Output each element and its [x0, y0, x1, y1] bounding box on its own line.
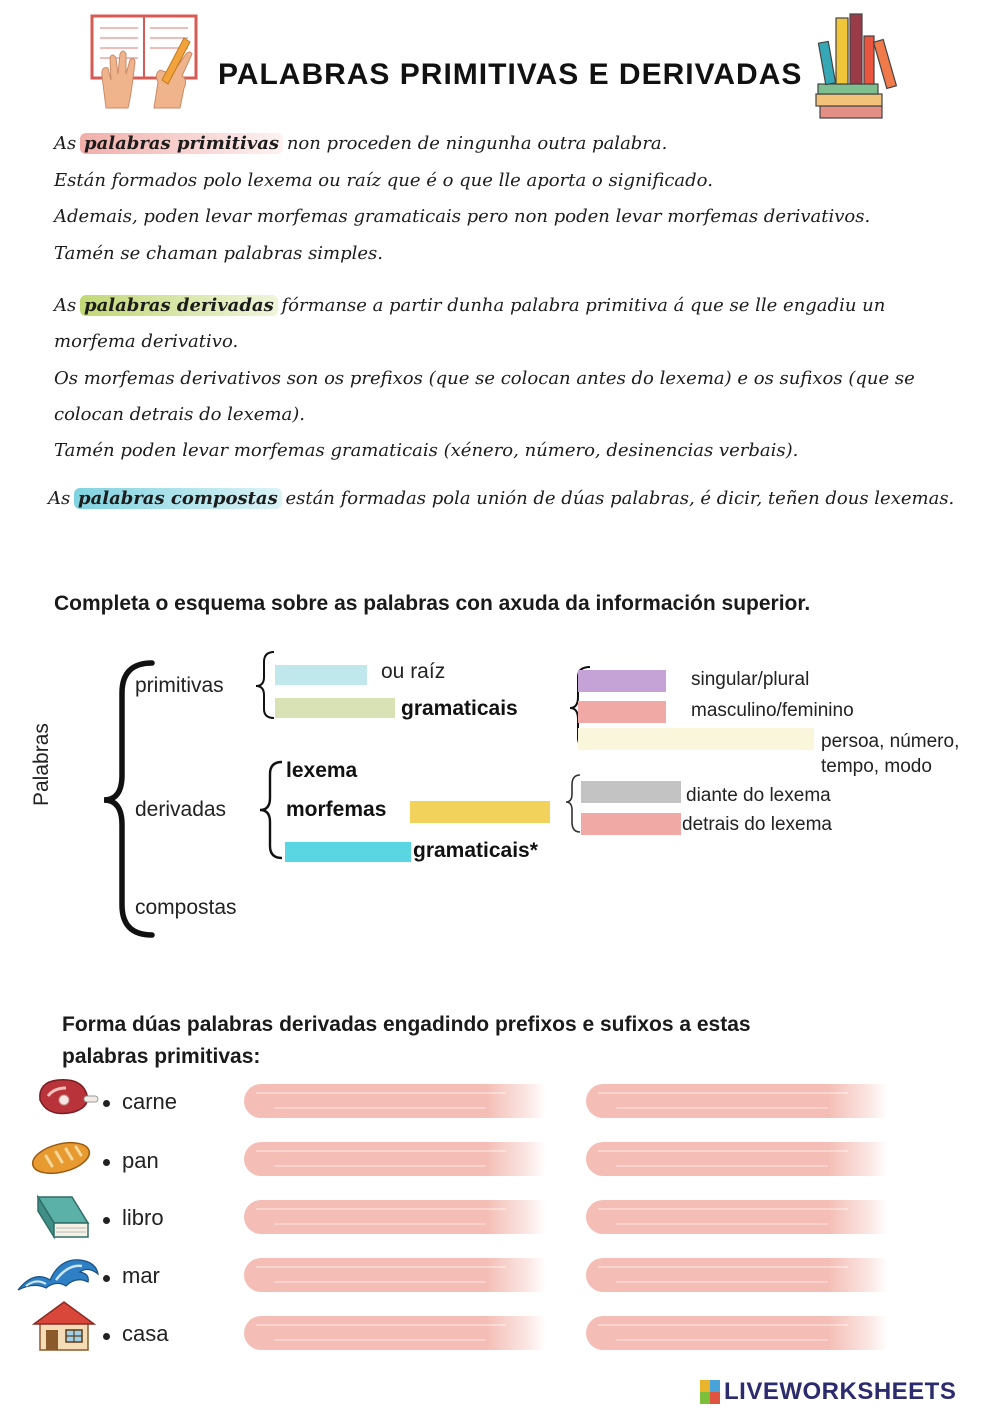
answer-casa-1[interactable]: [244, 1316, 546, 1350]
blank-root[interactable]: [275, 665, 367, 685]
derived-grammatical-label: gramaticais*: [413, 839, 538, 862]
answer-libro-2[interactable]: [586, 1200, 888, 1234]
bullet: [103, 1159, 110, 1166]
grammatical-label: gramaticais: [401, 697, 518, 720]
definition-prefix: As: [54, 133, 77, 154]
answer-carne-2[interactable]: [586, 1084, 888, 1118]
blank-number[interactable]: [578, 670, 666, 692]
term-compound: palabras compostas: [74, 488, 282, 509]
word-casa: casa: [122, 1321, 169, 1346]
derived-line-4: Tamén poden levar morfemas gramaticais (xénero, número, desinencias verbais).: [54, 440, 799, 461]
exercise-instruction-1: Forma dúas palabras derivadas engadindo prefixos e sufixos a estas: [62, 1013, 751, 1036]
answer-mar-1[interactable]: [244, 1258, 546, 1292]
definition-text: están formadas pola unión de dúas palabras, é dicir, teñen dous lexemas.: [285, 488, 955, 509]
blank-suffix[interactable]: [581, 813, 681, 835]
primitive-brace: [256, 652, 274, 718]
verbal-values-2: tempo, modo: [821, 756, 932, 777]
blank-grammatical-morphemes[interactable]: [275, 698, 395, 718]
word-carne: carne: [122, 1089, 178, 1114]
logo-badge: [700, 1380, 720, 1404]
term-primitive: palabras primitivas: [80, 133, 283, 154]
house-icon: [32, 1300, 96, 1357]
derived-line-1: morfema derivativo.: [54, 331, 239, 352]
exercise-instruction-2: palabras primitivas:: [62, 1045, 261, 1068]
bullet: [103, 1333, 110, 1340]
word-libro: libro: [122, 1205, 164, 1230]
answer-pan-1[interactable]: [244, 1142, 546, 1176]
blank-prefix[interactable]: [581, 781, 681, 803]
logo-badge-letter: [700, 1392, 710, 1404]
book-icon: [32, 1193, 92, 1246]
primitive-line-2: Ademais, poden levar morfemas gramaticais pero non poden levar morfemas derivativos.: [54, 206, 871, 227]
branch-compound: compostas: [135, 896, 237, 919]
logo-badge-letter: [710, 1380, 720, 1392]
answer-mar-2[interactable]: [586, 1258, 888, 1292]
branch-derived: derivadas: [135, 798, 227, 821]
definition-text: non proceden de ningunha outra palabra.: [286, 133, 668, 154]
answer-carne-1[interactable]: [244, 1084, 546, 1118]
derived-line-2: Os morfemas derivativos son os prefixos (que se colocan antes do lexema) e os sufixos (que se: [54, 368, 915, 389]
word-mar: mar: [122, 1263, 160, 1288]
root-suffix-label: ou raíz: [381, 660, 446, 683]
bread-icon: [30, 1140, 92, 1181]
primitive-line-3: Tamén se chaman palabras simples.: [54, 243, 384, 264]
blank-gender[interactable]: [578, 701, 666, 723]
definition-prefix: As: [54, 295, 77, 316]
blank-derived-grammatical[interactable]: [285, 842, 411, 862]
verbal-values-1: persoa, número,: [821, 731, 960, 752]
morphemes-label: morfemas: [286, 798, 387, 821]
logo-text: LIVEWORKSHEETS: [724, 1378, 957, 1405]
derived-line-3: colocan detrais do lexema).: [54, 404, 305, 425]
derived-brace: [260, 762, 282, 858]
prefix-position: diante do lexema: [686, 785, 831, 806]
liveworksheets-logo: [700, 1380, 956, 1404]
meat-icon: [34, 1076, 102, 1121]
page-title: PALABRAS PRIMITIVAS E DERIVADAS: [218, 58, 803, 91]
term-derived: palabras derivadas: [80, 295, 278, 316]
definition-text: fórmanse a partir dunha palabra primitiva á que se lle engadiu un: [281, 295, 886, 316]
root-label-palabras: Palabras: [30, 723, 53, 806]
scheme-instruction: Completa o esquema sobre as palabras con axuda da información superior.: [54, 592, 811, 615]
lexeme-label: lexema: [286, 759, 358, 782]
number-values: singular/plural: [691, 669, 810, 690]
answer-casa-2[interactable]: [586, 1316, 888, 1350]
answer-libro-1[interactable]: [244, 1200, 546, 1234]
logo-badge-letter: [700, 1380, 710, 1392]
primitive-line-1: Están formados polo lexema ou raíz que é o que lle aporta o significado.: [54, 170, 713, 191]
affix-brace: [566, 775, 580, 832]
bullet: [103, 1275, 110, 1282]
blank-derivative[interactable]: [410, 801, 550, 823]
definition-prefix: As: [48, 488, 71, 509]
suffix-position: detrais do lexema: [682, 814, 832, 835]
wave-icon: [16, 1250, 104, 1299]
blank-verbal-endings[interactable]: [578, 728, 814, 750]
bullet: [103, 1217, 110, 1224]
word-pan: pan: [122, 1148, 159, 1173]
logo-badge-letter: [710, 1392, 720, 1404]
bullet: [103, 1100, 110, 1107]
gender-values: masculino/feminino: [691, 700, 854, 721]
branch-primitive: primitivas: [135, 674, 224, 697]
answer-pan-2[interactable]: [586, 1142, 888, 1176]
